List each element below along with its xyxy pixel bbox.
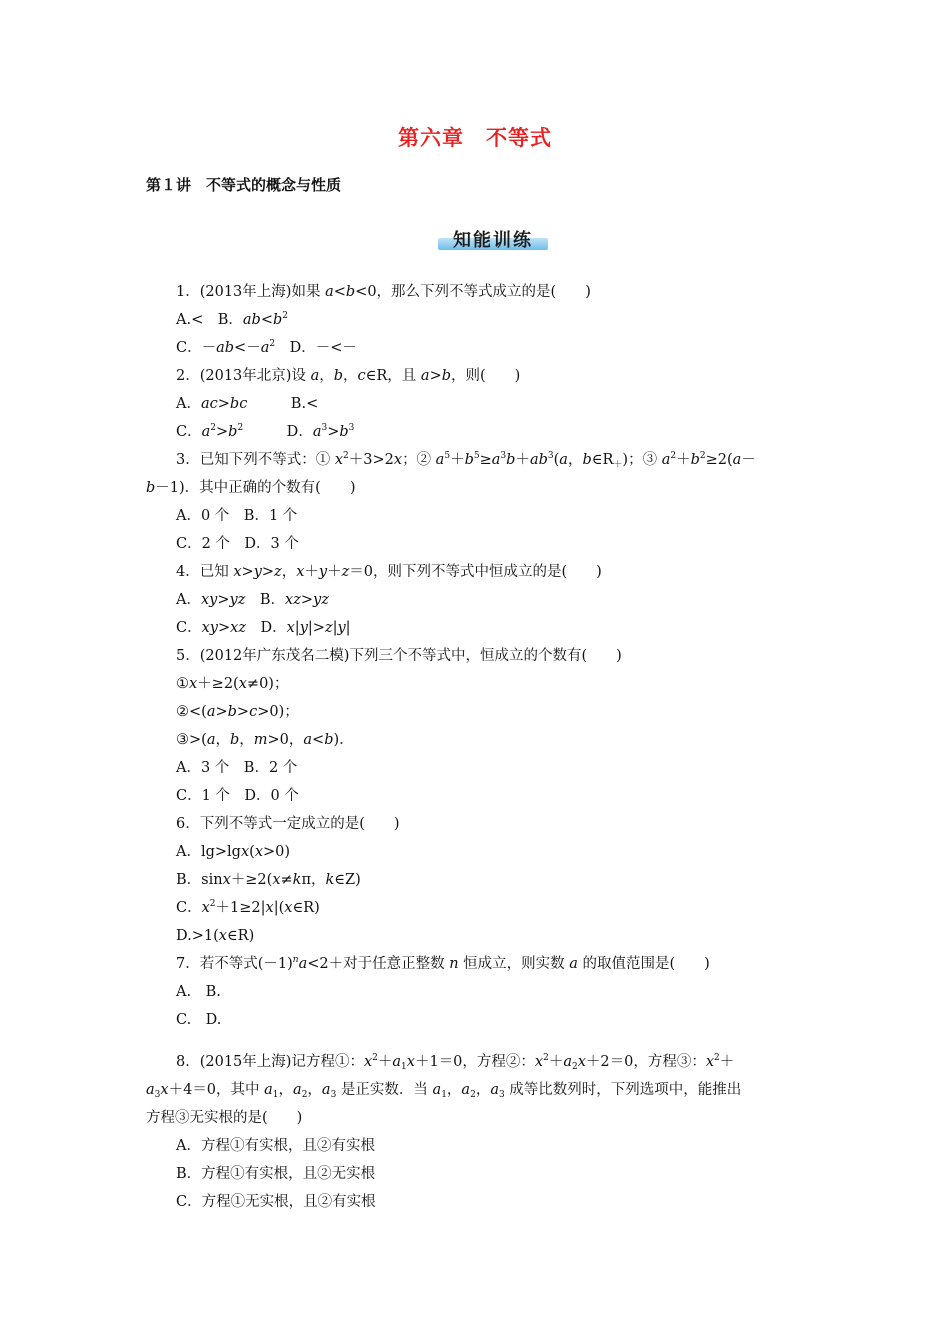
lecture-title: 第１讲 不等式的概念与性质	[146, 176, 342, 194]
text-line: ①x＋≥2(x≠0)；	[176, 676, 289, 692]
text-line: A．ac>bc B.<	[176, 396, 319, 412]
text-line: 方程③无实根的是( )	[146, 1110, 303, 1126]
text-line: C．方程①无实根，且②有实根	[176, 1194, 376, 1210]
text-line: ②<(a>b>c>0)；	[176, 704, 299, 720]
text-line: A.< B．$ab<b^2$	[176, 311, 289, 328]
text-line: A．lg>lgx(x>0)	[176, 844, 291, 860]
text-line: A．方程①有实根，且②有实根	[176, 1138, 375, 1154]
text-line: 7．若不等式$(-1)^na<2+$对于任意正整数 n 恒成立，则实数 a 的取值范围是( )	[176, 955, 710, 972]
text-line: 3．已知下列不等式：① $x^2+3>2x$；② $a^5+b^5\ge a^3b+ab^3(a$，$b\in R_+$)；③ $a^2+b^2\ge 2(a-$	[176, 451, 756, 470]
text-line: $a_3x+4=0$，其中 $a_1$，$a_2$，$a_3$ 是正实数．当 $a_1$，$a_2$，$a_3$ 成等比数列时，下列选项中，能推出	[146, 1082, 742, 1100]
text-line: C．1 个 D．0 个	[176, 788, 299, 804]
text-line: 4．已知 x>y>z，x＋y＋z＝0，则下列不等式中恒成立的是( )	[176, 564, 602, 580]
text-line: C．2 个 D．3 个	[176, 536, 299, 552]
text-line: C. D.	[176, 1012, 222, 1028]
text-line: A．3 个 B．2 个	[176, 760, 298, 776]
text-line: 2．(2013年北京)设 a，b，c∈R，且 a>b，则( )	[176, 368, 521, 384]
text-line: C．xy>xz D．x|y|>z|y|	[176, 620, 351, 636]
text-line: C．$a^2>b^2$ D．$a^3>b^3$	[176, 423, 355, 440]
text-line: 5．(2012年广东茂名二模)下列三个不等式中，恒成立的个数有( )	[176, 648, 622, 664]
text-line: C．$x^2+1\ge 2|x|(x\in R)$	[176, 899, 320, 916]
section-badge	[438, 226, 548, 252]
text-line: 8．(2015年上海)记方程①：$x^2+a_1x+1=0$，方程②：$x^2+a_2x+2=0$，方程③：$x^2+$	[176, 1053, 735, 1072]
text-line: b－1)．其中正确的个数有( )	[146, 480, 356, 496]
text-line: C．$-ab<-a^2$ D．－<－	[176, 339, 357, 356]
chapter-title: 第六章 不等式	[398, 125, 552, 150]
badge-label: 知能训练	[453, 230, 533, 251]
text-line: ③>(a，b，m>0，a<b)．	[176, 732, 354, 748]
text-line: B．方程①有实根，且②无实根	[176, 1166, 376, 1182]
text-line: B．sinx＋≥2(x≠kπ，k∈Z)	[176, 872, 361, 888]
text-line: 6．下列不等式一定成立的是( )	[176, 816, 400, 832]
text-line: 1．(2013年上海)如果 a<b<0，那么下列不等式成立的是( )	[176, 284, 591, 300]
text-line: A. B.	[176, 984, 221, 1000]
text-line: D.>1(x∈R)	[176, 928, 255, 944]
text-line: A．xy>yz B．xz>yz	[176, 592, 329, 608]
text-line: A．0 个 B．1 个	[176, 508, 298, 524]
